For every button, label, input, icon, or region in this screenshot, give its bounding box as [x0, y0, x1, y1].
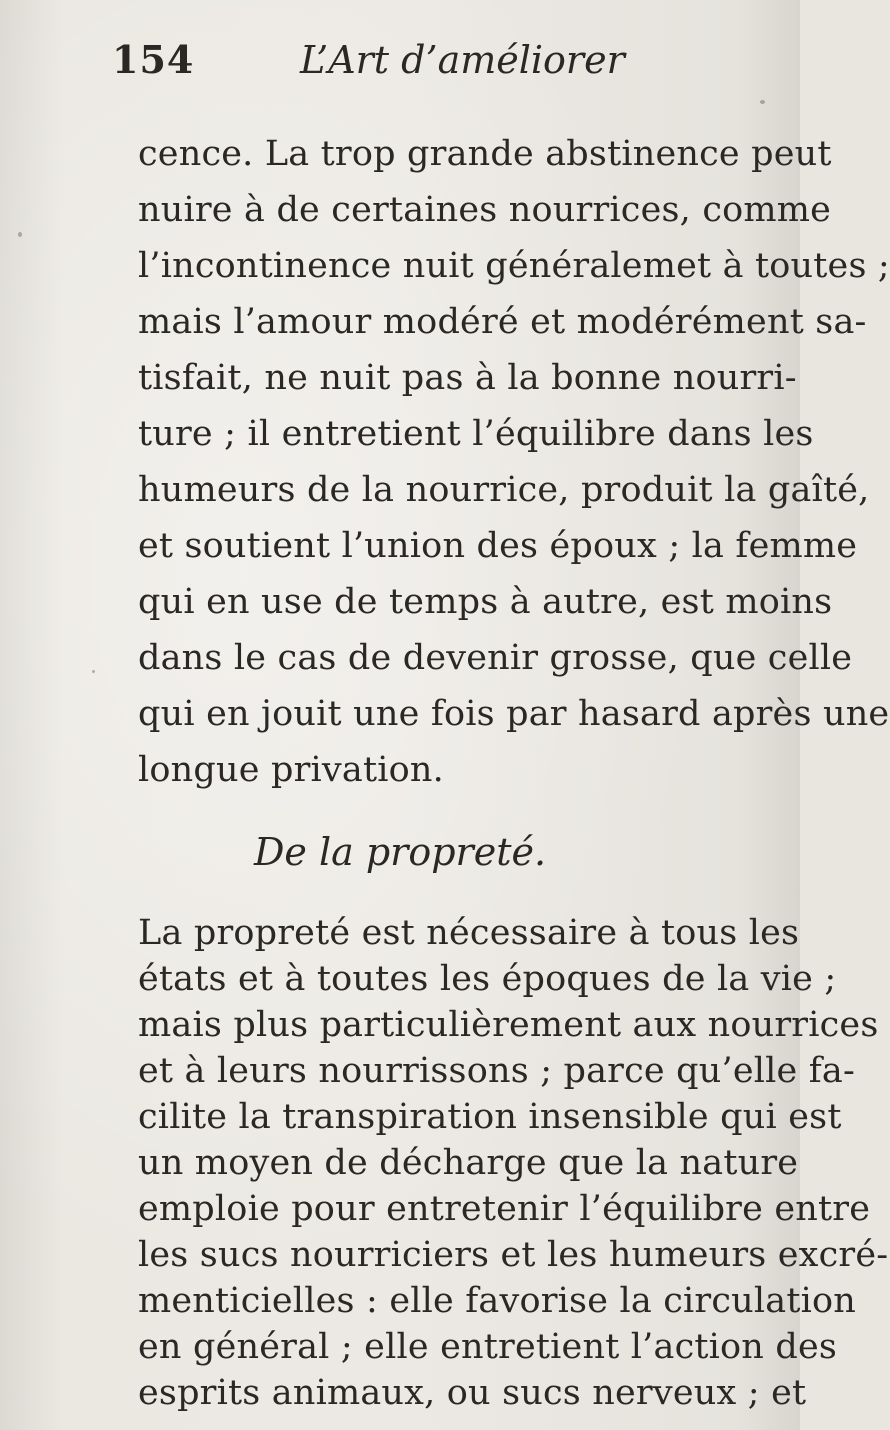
text-line: l’incontinence nuit généralemet à toutes ; — [138, 246, 890, 286]
running-head — [112, 30, 672, 90]
text-line: qui en use de temps à autre, est moins — [138, 582, 833, 622]
text-line: en général ; elle entretient l’action des — [138, 1327, 838, 1367]
text-line: mais plus particulièrement aux nourrices — [138, 1005, 879, 1045]
text-line: et à leurs nourrissons ; parce qu’elle fa- — [138, 1051, 856, 1091]
paper-speck — [760, 100, 765, 104]
text-line: mais l’amour modéré et modérément sa- — [138, 302, 867, 342]
text-line: un moyen de décharge que la nature — [138, 1143, 799, 1183]
section-heading: De la propreté. — [253, 830, 547, 874]
text-line: nuire à de certaines nourrices, comme — [138, 190, 832, 230]
text-line: et soutient l’union des époux ; la femme — [138, 526, 858, 566]
text-line: qui en jouit une fois par hasard après une — [138, 694, 890, 734]
text-line: cilite la transpiration insensible qui est — [138, 1097, 842, 1137]
paper-speck — [92, 670, 95, 673]
text-line: cence. La trop grande abstinence peut — [138, 134, 832, 174]
text-line: esprits animaux, ou sucs nerveux ; et — [138, 1373, 807, 1413]
text-line: emploie pour entretenir l’équilibre entre — [138, 1189, 871, 1229]
text-line: humeurs de la nourrice, produit la gaîté, — [138, 470, 870, 510]
text-line: ture ; il entretient l’équilibre dans les — [138, 414, 814, 454]
text-line: La propreté est nécessaire à tous les — [138, 913, 800, 953]
text-line: états et à toutes les époques de la vie ; — [138, 959, 837, 999]
running-title: L’Art d’améliorer — [300, 38, 625, 82]
text-line: tisfait, ne nuit pas à la bonne nourri- — [138, 358, 797, 398]
paper-speck — [18, 232, 22, 237]
text-line: dans le cas de devenir grosse, que celle — [138, 638, 853, 678]
text-line: les sucs nourriciers et les humeurs excré- — [138, 1235, 889, 1275]
page-number: 154 — [112, 37, 195, 82]
text-line: longue privation. — [138, 750, 444, 790]
text-line: menticielles : elle favorise la circulation — [138, 1281, 857, 1321]
